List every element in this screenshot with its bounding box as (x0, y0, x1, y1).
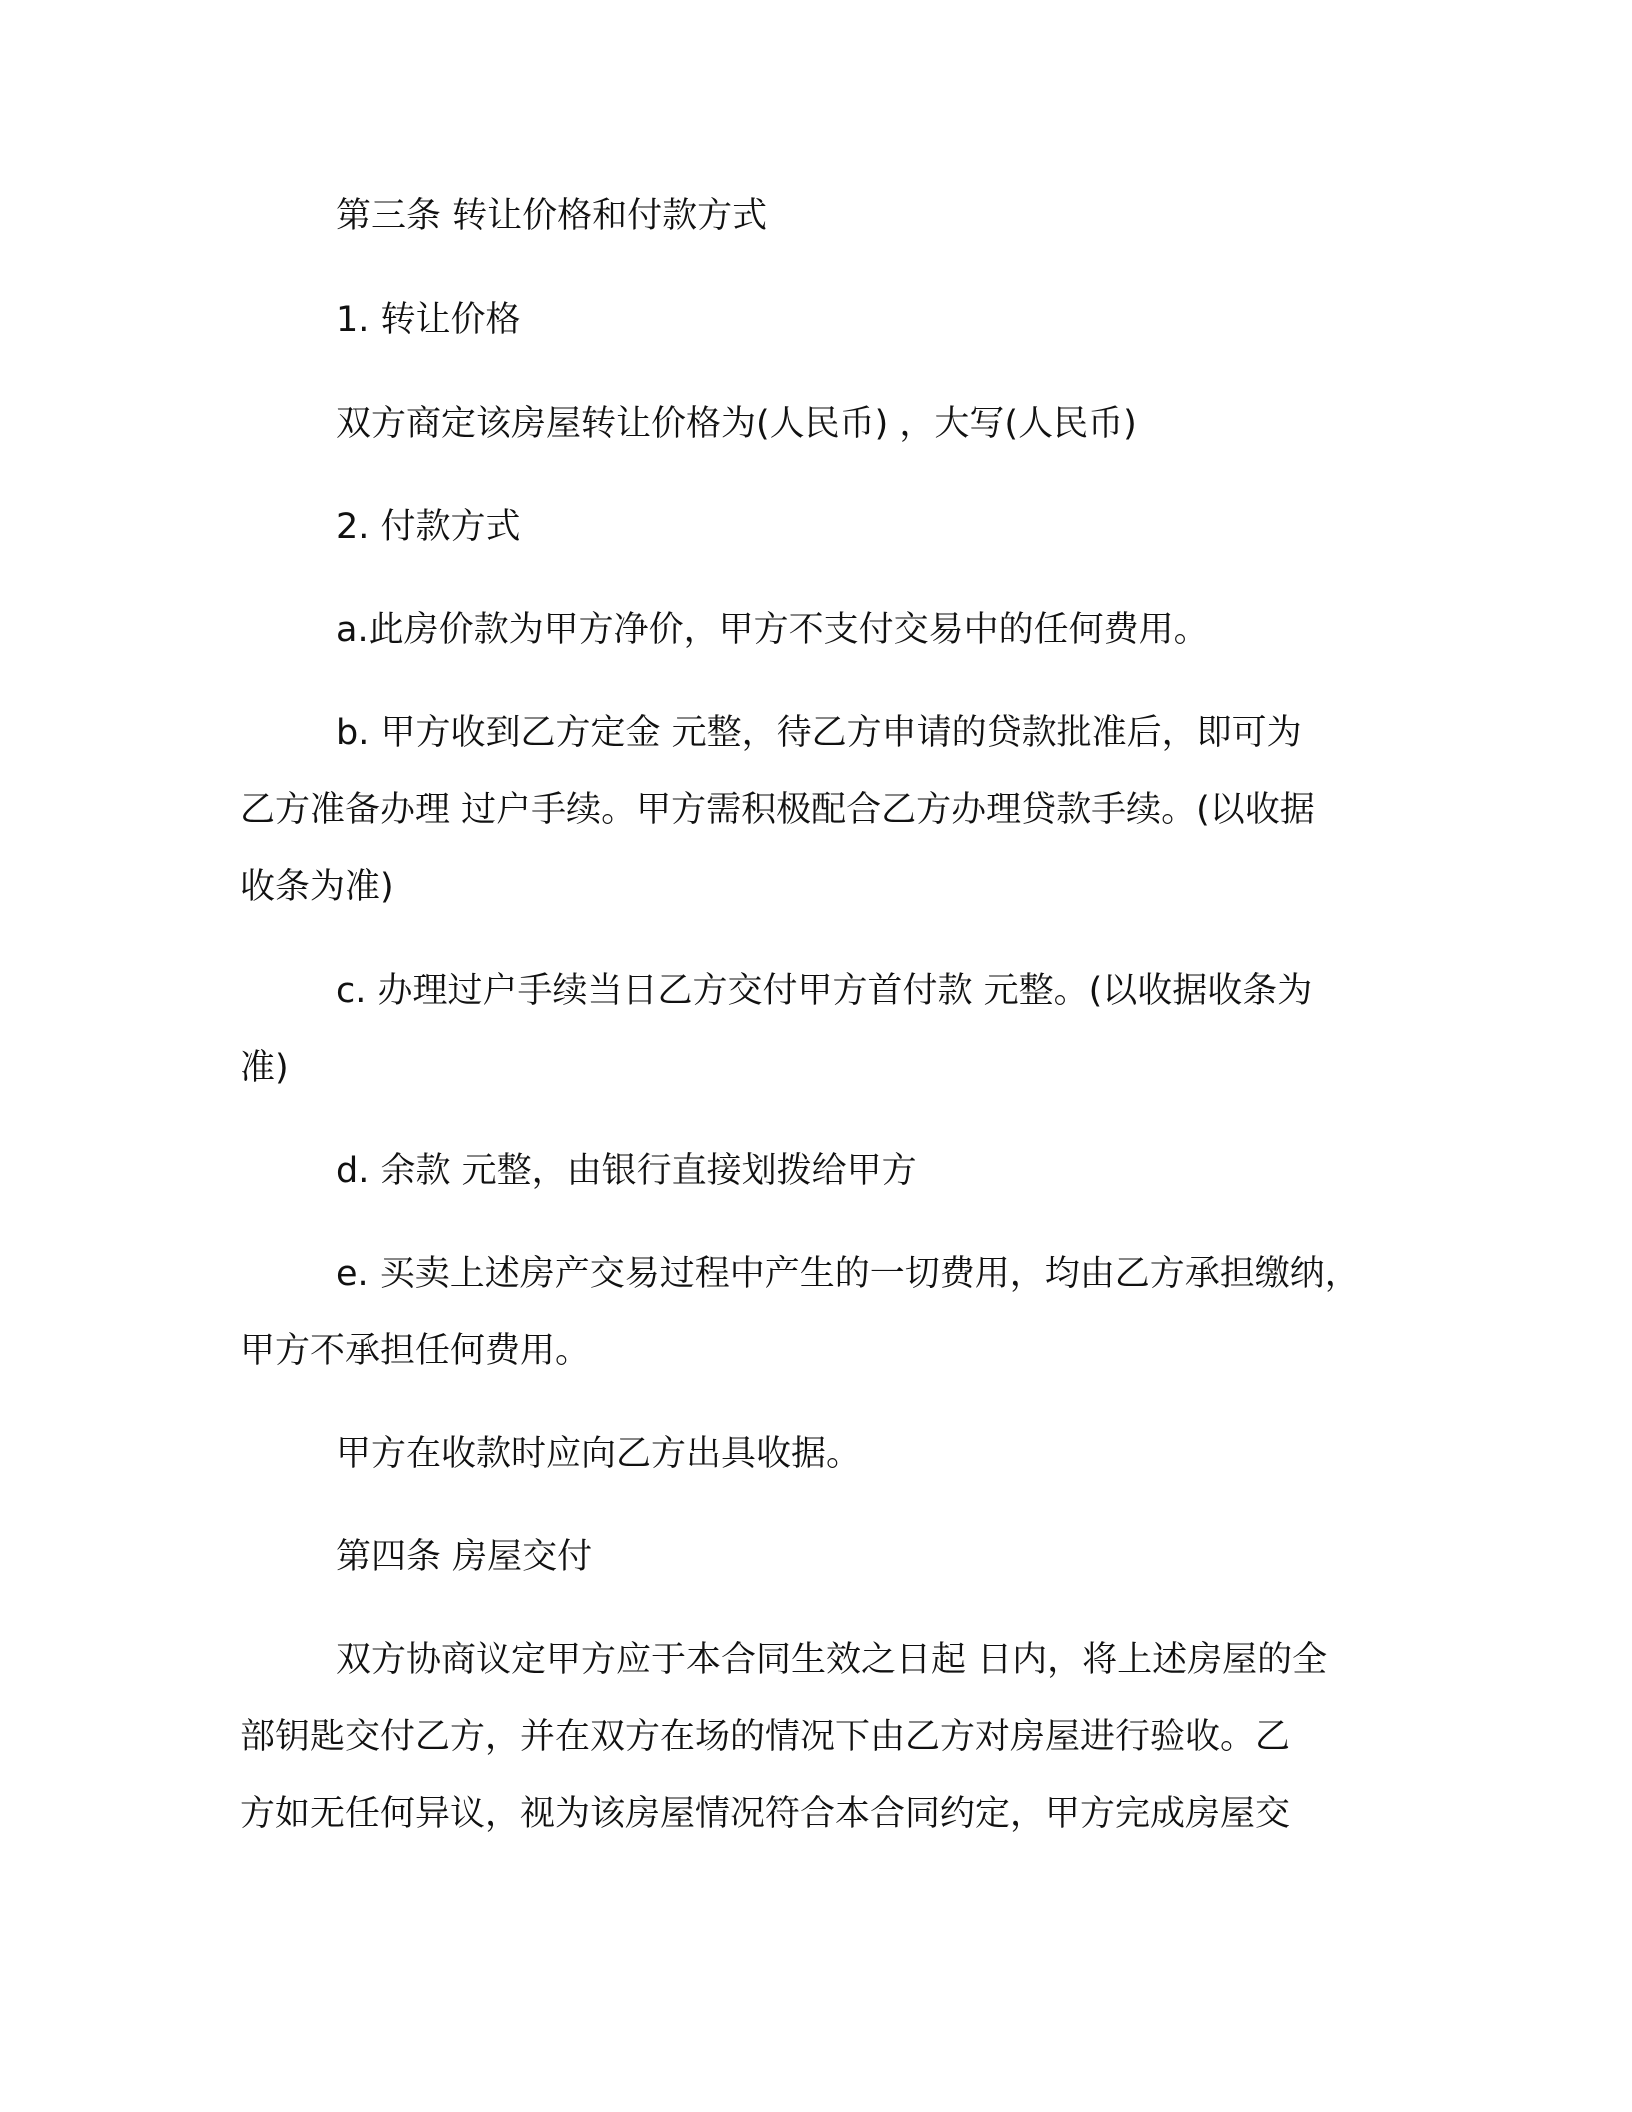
text-line: 双方协商议定甲方应于本合同生效之日起 日内，将上述房屋的全 (336, 1640, 1328, 1680)
text-line: 部钥匙交付乙方，并在双方在场的情况下由乙方对房屋进行验收。乙 (240, 1717, 1291, 1757)
article-3-heading (240, 178, 1420, 255)
text-line: b. 甲方收到乙方定金 元整，待乙方申请的贷款批准后，即可为 (336, 713, 1302, 753)
text-line: 收条为准) (240, 867, 394, 907)
clause-c (240, 953, 1420, 1107)
text-line: 乙方准备办理 过户手续。甲方需积极配合乙方办理贷款手续。(以收据 (240, 790, 1315, 830)
clause-d (240, 1133, 1420, 1210)
text-line: 方如无任何异议，视为该房屋情况符合本合同约定，甲方完成房屋交 (240, 1794, 1291, 1834)
clause-a (240, 592, 1420, 669)
text-line: 第四条 房屋交付 (336, 1537, 593, 1577)
clause-e (240, 1236, 1420, 1390)
text-line: 2. 付款方式 (336, 507, 521, 547)
text-line: 双方商定该房屋转让价格为(人民币) ，大写(人民币) (336, 404, 1137, 444)
text-line: 1. 转让价格 (336, 300, 521, 340)
text-line: 准) (240, 1048, 289, 1088)
text-line: a.此房价款为甲方净价，甲方不支付交易中的任何费用。 (336, 610, 1209, 650)
text-line: 甲方在收款时应向乙方出具收据。 (336, 1434, 862, 1474)
item-2-heading (240, 489, 1420, 566)
clause-b (240, 695, 1420, 926)
text-line: 甲方不承担任何费用。 (240, 1331, 591, 1371)
text-line: d. 余款 元整，由银行直接划拨给甲方 (336, 1151, 917, 1191)
text-line: c. 办理过户手续当日乙方交付甲方首付款 元整。(以收据收条为 (336, 971, 1313, 1011)
article-4-heading (240, 1519, 1420, 1596)
price-paragraph (240, 386, 1420, 463)
text-line: e. 买卖上述房产交易过程中产生的一切费用，均由乙方承担缴纳， (336, 1254, 1360, 1294)
text-line: 第三条 转让价格和付款方式 (336, 196, 768, 236)
item-1-heading (240, 282, 1420, 359)
receipt-paragraph (240, 1416, 1420, 1493)
delivery-paragraph (240, 1622, 1420, 1853)
